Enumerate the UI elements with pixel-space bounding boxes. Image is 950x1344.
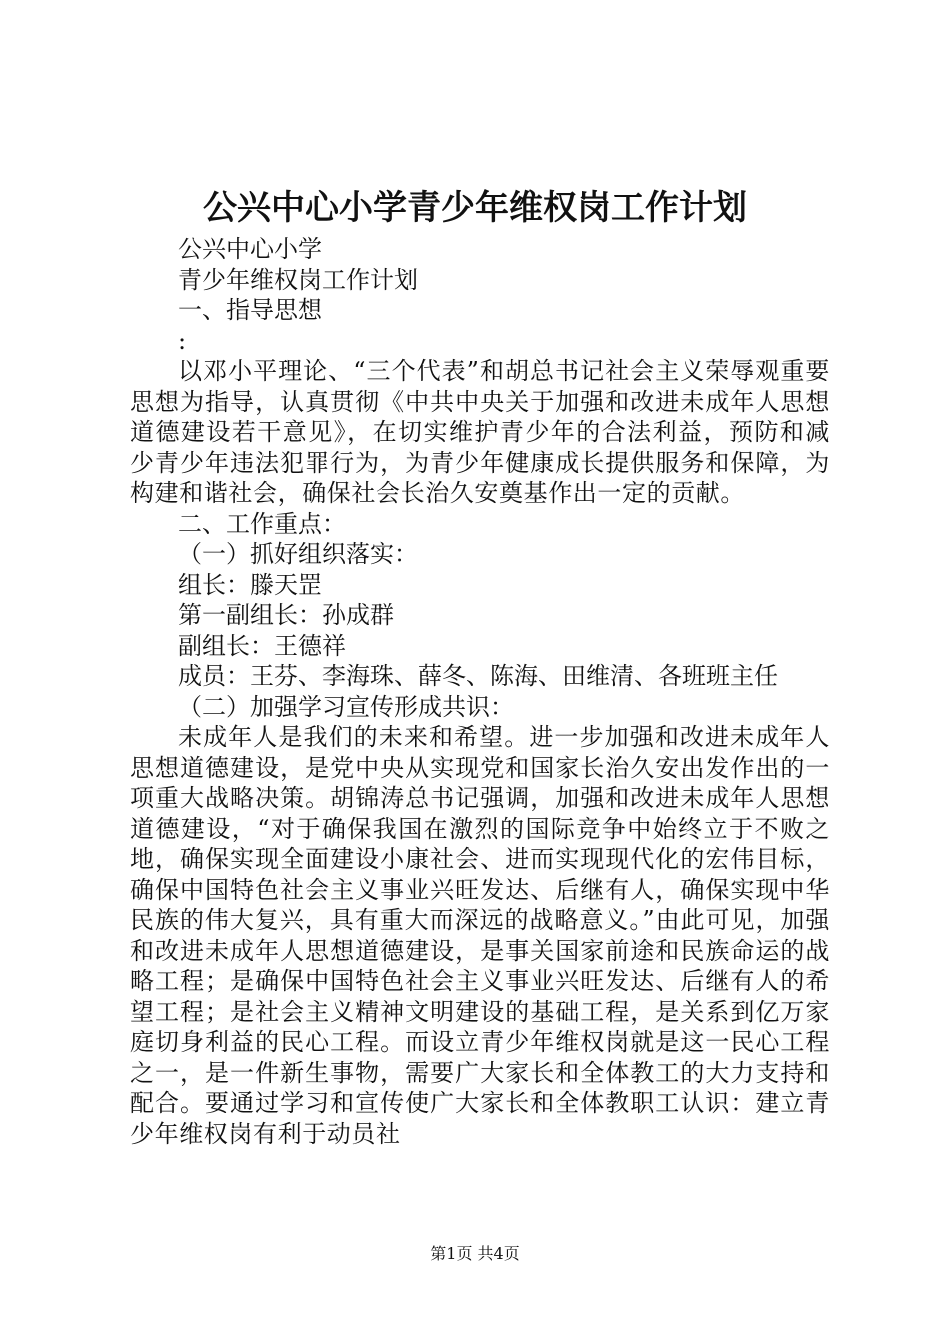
subsection-study-publicity: （二）加强学习宣传形成共识：: [178, 692, 514, 721]
members-line: 成员：王芬、李海珠、薛冬、陈海、田维清、各班班主任: [178, 662, 778, 690]
page-footer: 第1页 共4页: [430, 1244, 520, 1263]
document-title: 公兴中心小学青少年维权岗工作计划: [203, 188, 747, 228]
school-name-line: 公兴中心小学: [178, 235, 322, 263]
paragraph-study-publicity: 未成年人是我们的未来和希望。进一步加强和改进未成年人思想道德建设，是党中央从实现党和国家长治久安出发作出的一项重大战略决策。胡锦涛总书记强调，加强和改进未成年人思想道德建设，“对于确保我国在激烈的国际竞争中始终立于不败之地，确保实现全面建设小康社会、进而实现现代化的宏伟目标，确保中国特色社会主义事业兴旺发达、后继有人，确保实现中华民族的伟大复兴，具有重大而深远的战略意义。”由此可见，加强和改进未成年人思想道德建设，是事关国家前途和民族命运的战略工程；是确保中国特色社会主义事业兴旺发达、后继有人的希望工程；是社会主义精神文明建设的基础工程，是关系到亿万家庭切身利益的民心工程。而设立青少年维权岗就是这一民心工程之一，是一件新生事物，需要广大家长和全体教工的大力支持和配合。要通过学习和宣传使广大家长和全体教职工认识：建立青少年维权岗有利于动员社: [130, 723, 830, 1148]
section-heading-guiding-ideology: 一、指导思想: [178, 296, 322, 324]
plan-name-line: 青少年维权岗工作计划: [178, 265, 418, 294]
colon-line: :: [178, 326, 187, 355]
first-deputy-line: 第一副组长：孙成群: [178, 601, 394, 629]
paragraph-guiding-ideology: 以邓小平理论、“三个代表”和胡总书记社会主义荣辱观重要思想为指导，认真贯彻《中共中央关于加强和改进未成年人思想道德建设若干意见》，在切实维护青少年的合法利益，预防和减少青少年违法犯罪行为，为青少年健康成长提供服务和保障，为构建和谐社会，确保社会长治久安奠基作出一定的贡献。: [130, 357, 830, 507]
section-heading-work-focus: 二、工作重点：: [178, 509, 346, 538]
deputy-line: 副组长：王德祥: [178, 631, 346, 660]
leader-line: 组长：滕天罡: [178, 570, 322, 599]
document-body: [130, 234, 830, 1149]
subsection-organization: （一）抓好组织落实：: [178, 540, 418, 568]
